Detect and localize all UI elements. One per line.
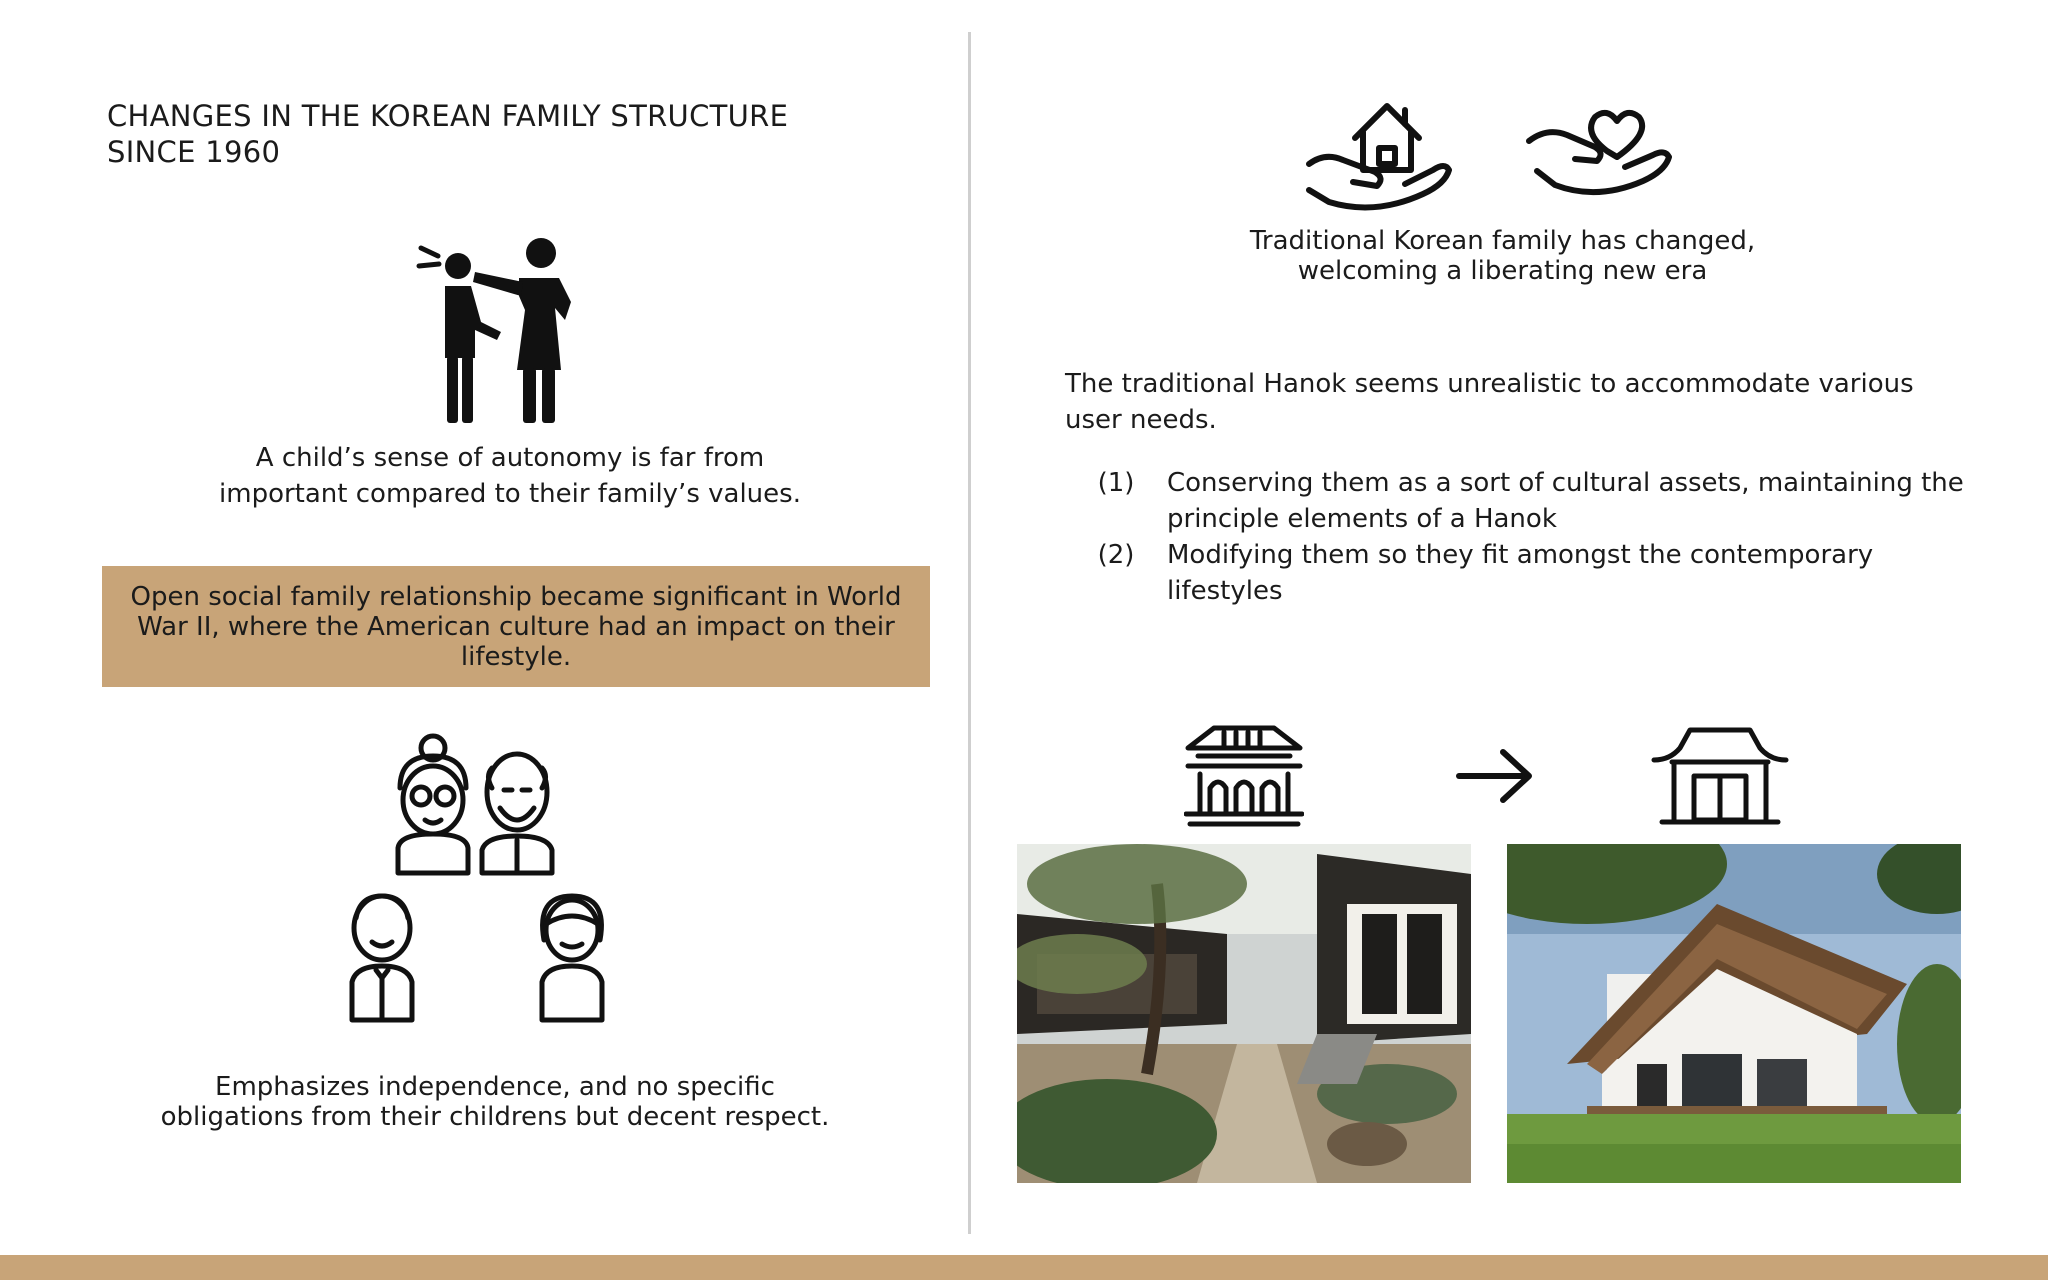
list-item (1065, 537, 1965, 609)
arrow-right-icon (1455, 748, 1535, 804)
caption-new-era (1200, 226, 1805, 286)
traditional-hanok-icon (1184, 724, 1304, 828)
hanok-paragraph: The traditional Hanok seems unrealistic to accommodate various user needs. (1065, 369, 1914, 435)
page-title-line2: SINCE 1960 (107, 135, 281, 169)
caption-autonomy (160, 440, 860, 512)
list-item-number: (1) (1097, 468, 1135, 498)
list-item (1065, 465, 1965, 537)
page-title (107, 98, 867, 170)
list-item-text: Modifying them so they fit amongst the contemporary lifestyles (1167, 540, 1874, 606)
family-generations-icon (340, 728, 630, 1028)
caption-new-era-line1: Traditional Korean family has changed, (1249, 226, 1756, 256)
page-title-line1: CHANGES IN THE KOREAN FAMILY STRUCTURE (107, 99, 789, 133)
traditional-hanok-courtyard-photo (1017, 844, 1471, 1183)
highlight-banner (102, 566, 930, 687)
highlight-banner-text: Open social family relationship became significant in World War II, where the American culture had an impact on their lifestyle. (130, 581, 902, 672)
caption-autonomy-line1: A child’s sense of autonomy is far from (255, 443, 765, 473)
hand-holding-heart-icon (1525, 105, 1675, 205)
hand-holding-house-icon (1305, 98, 1455, 213)
caption-independence: Emphasizes independence, and no specific obligations from their childrens but decent respect. (160, 1072, 830, 1132)
parent-scolding-child-icon (405, 230, 595, 425)
list-item-number: (2) (1097, 540, 1135, 570)
column-divider (968, 32, 971, 1234)
modern-hanok-icon (1650, 726, 1790, 828)
caption-autonomy-line2: important compared to their family’s values. (219, 479, 801, 509)
caption-new-era-line2: welcoming a liberating new era (1297, 256, 1708, 286)
bottom-accent-bar (0, 1255, 2048, 1280)
list-item-text: Conserving them as a sort of cultural assets, maintaining the principle elements of a Hanok (1167, 468, 1964, 534)
modern-hanok-house-photo (1507, 844, 1961, 1183)
approach-list (1065, 465, 1965, 609)
